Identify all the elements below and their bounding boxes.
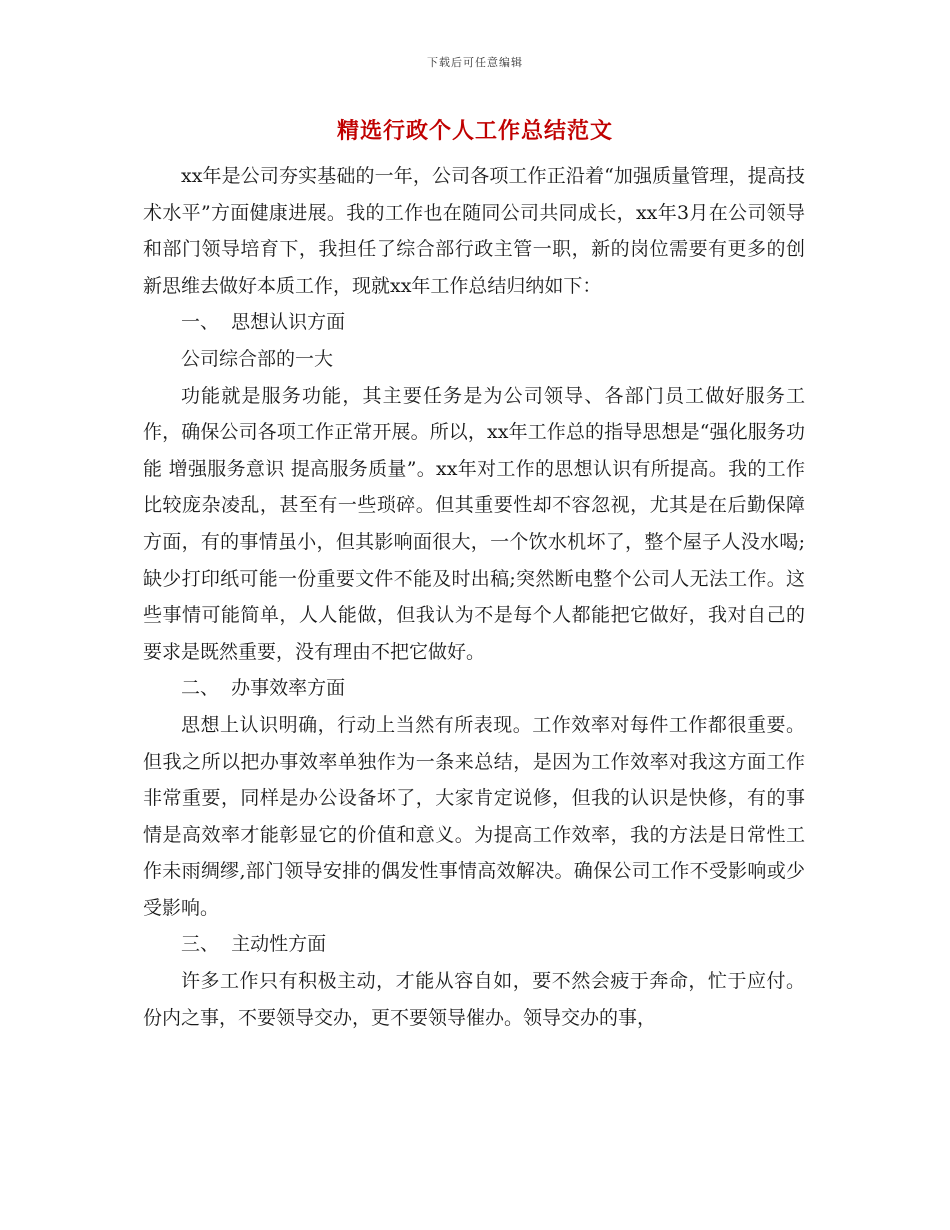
section-heading-1: 一、 思想认识方面 bbox=[181, 311, 346, 334]
header-note: 下载后可任意编辑 bbox=[427, 56, 523, 69]
paragraph-efficiency: 思想上认识明确，行动上当然有所表现。工作效率对每件工作都很重要。但我之所以把办事效率单独作为一条来总结，是因为工作效率对我这方面工作非常重要，同样是办公设备坏了，大家肯定说修，但我的认识是快修，有的事情是高效率才能彰显它的价值和意义。为提高工作效率，我的方法是日常性工作未雨绸缪,部门领导安排的偶发性事情高效解决。确保公司工作不受影响或少受影响。 bbox=[143, 713, 805, 919]
paragraph-intro: xx年是公司夯实基础的一年，公司各项工作正沿着“加强质量管理，提高技术水平”方面健康进展。我的工作也在随同公司共同成长，xx年3月在公司领导和部门领导培育下，我担任了综合部行政主管一职，新的岗位需要有更多的创新思维去做好本质工作，现就xx年工作总结归纳如下： bbox=[143, 165, 805, 297]
paragraph-service: 功能就是服务功能，其主要任务是为公司领导、各部门员工做好服务工作，确保公司各项工作正常开展。所以，xx年工作总的指导思想是“强化服务功能 增强服务意识 提高服务质量”。xx年对工作的思想认识有所提高。我的工作比较庞杂凌乱，甚至有一些琐碎。但其重要性却不容忽视，尤其是在后勤保障方面，有的事情虽小，但其影响面很大，一个饮水机坏了，整个屋子人没水喝;缺少打印纸可能一份重要文件不能及时出稿;突然断电整个公司人无法工作。这些事情可能简单，人人能做，但我认为不是每个人都能把它做好，我对自己的要求是既然重要，没有理由不把它做好。 bbox=[143, 384, 805, 663]
section-heading-2: 二、 办事效率方面 bbox=[181, 677, 346, 700]
document-body bbox=[143, 158, 805, 1036]
paragraph-fragment: 公司综合部的一大 bbox=[181, 347, 334, 370]
section-heading-3: 三、 主动性方面 bbox=[181, 933, 327, 956]
document-title: 精选行政个人工作总结范文 bbox=[336, 118, 613, 144]
paragraph-initiative: 许多工作只有积极主动，才能从容自如，要不然会疲于奔命，忙于应付。份内之事，不要领导交办，更不要领导催办。领导交办的事， bbox=[143, 970, 805, 1029]
